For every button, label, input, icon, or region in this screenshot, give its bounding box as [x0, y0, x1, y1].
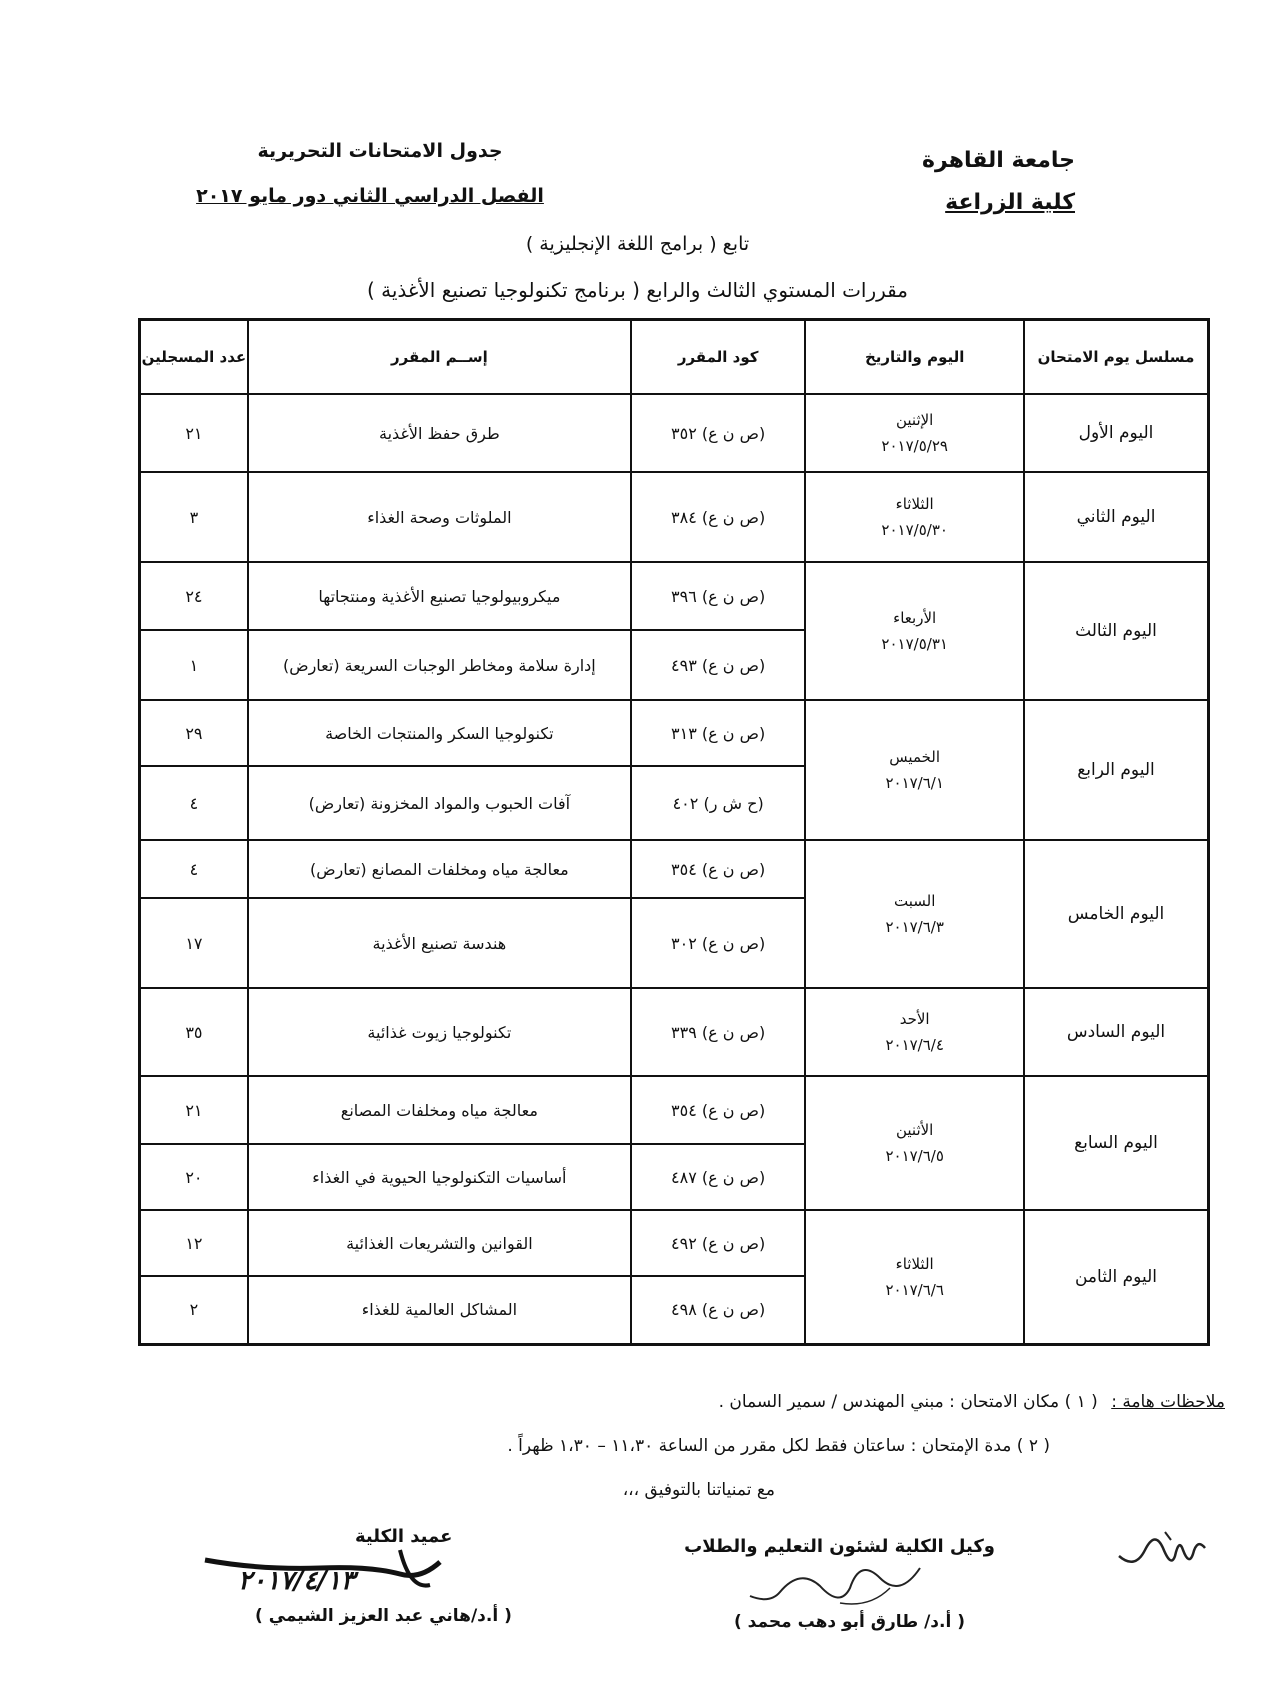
day-date	[805, 1210, 1024, 1344]
course-name: معالجة مياه ومخلفات المصانع	[248, 1076, 631, 1144]
vice-dean-signature-icon	[740, 1548, 940, 1618]
date: ٢٠١٧/٥/٣١	[881, 635, 948, 653]
weekday: السبت	[893, 892, 936, 910]
dean-handwritten-date: ٢٠١٧/٤/١٣	[238, 1566, 355, 1596]
date: ٢٠١٧/٦/٥	[885, 1147, 944, 1165]
registered-count: ٢١	[140, 1076, 248, 1144]
table-row	[140, 840, 1209, 898]
weekday: الثلاثاء	[895, 1254, 934, 1273]
vice-dean-title: وكيل الكلية لشئون التعليم والطلاب	[684, 1536, 995, 1557]
course-code: (ص ن ع) ٣٥٤	[631, 840, 805, 898]
registered-count: ١٧	[140, 898, 248, 988]
notes-label: ملاحظات هامة :	[1111, 1392, 1225, 1412]
day-date	[805, 562, 1024, 700]
registered-count: ١	[140, 630, 248, 700]
dean-signature-icon	[200, 1540, 450, 1600]
course-name: إدارة سلامة ومخاطر الوجبات السريعة (تعارض)	[248, 630, 631, 700]
day-date	[805, 988, 1024, 1076]
day-date	[805, 840, 1024, 988]
course-code: (ص ن ع) ٣٥٢	[631, 394, 805, 472]
course-name: تكنولوجيا السكر والمنتجات الخاصة	[248, 700, 631, 766]
col-header-course-code: كود المقرر	[631, 320, 805, 395]
day-serial: اليوم الخامس	[1024, 840, 1209, 988]
dean-name: ( أ.د/هاني عبد العزيز الشيمي )	[255, 1606, 512, 1626]
weekday: الأربعاء	[893, 609, 937, 627]
vice-dean-name: ( أ.د/ طارق أبو دهب محمد )	[733, 1612, 965, 1632]
col-header-day-date: اليوم والتاريخ	[805, 320, 1024, 395]
exam-schedule-table	[138, 318, 1210, 1346]
table-header-row	[140, 320, 1209, 395]
registered-count: ٤	[140, 840, 248, 898]
registered-count: ١٢	[140, 1210, 248, 1276]
course-name: القوانين والتشريعات الغذائية	[248, 1210, 631, 1276]
registered-count: ٢	[140, 1276, 248, 1344]
weekday: الإثنين	[895, 411, 934, 429]
course-name: طرق حفظ الأغذية	[248, 394, 631, 472]
schedule-title: جدول الامتحانات التحريرية	[257, 140, 503, 162]
date: ٢٠١٧/٦/٦	[885, 1280, 944, 1299]
date: ٢٠١٧/٥/٣٠	[881, 521, 948, 539]
course-code: (ص ن ع) ٣٩٦	[631, 562, 805, 630]
day-serial: اليوم السادس	[1024, 988, 1209, 1076]
table-row	[140, 394, 1209, 472]
faculty-name: كلية الزراعة	[945, 190, 1075, 215]
day-serial: اليوم الثاني	[1024, 472, 1209, 562]
course-code: (ص ن ع) ٤٨٧	[631, 1144, 805, 1210]
semester-label: الفصل الدراسي الثاني دور مايو ٢٠١٧	[196, 185, 544, 207]
registered-count: ٣٥	[140, 988, 248, 1076]
course-code: (ص ن ع) ٣١٣	[631, 700, 805, 766]
initials-signature-icon	[1105, 1520, 1215, 1580]
registered-count: ٢١	[140, 394, 248, 472]
course-code: (ص ن ع) ٣٥٤	[631, 1076, 805, 1144]
weekday: الأحد	[899, 1010, 930, 1028]
course-code: (ص ن ع) ٣٨٤	[631, 472, 805, 562]
registered-count: ٣	[140, 472, 248, 562]
day-date	[805, 700, 1024, 840]
table-row	[140, 988, 1209, 1076]
course-name: الملوثات وصحة الغذاء	[248, 472, 631, 562]
registered-count: ٤	[140, 766, 248, 840]
table-row	[140, 1076, 1209, 1144]
date: ٢٠١٧/٦/٣	[885, 918, 944, 936]
table-row	[140, 1210, 1209, 1276]
table-row	[140, 562, 1209, 630]
registered-count: ٢٤	[140, 562, 248, 630]
weekday: الثلاثاء	[895, 495, 934, 513]
course-name: معالجة مياه ومخلفات المصانع (تعارض)	[248, 840, 631, 898]
course-code: (ص ن ع) ٣٣٩	[631, 988, 805, 1076]
course-code: (ص ن ع) ٤٩٢	[631, 1210, 805, 1276]
weekday: الأثنين	[895, 1121, 934, 1139]
col-header-course-name: إســم المقرر	[248, 320, 631, 395]
course-code: (ص ن ع) ٣٠٢	[631, 898, 805, 988]
course-name: تكنولوجيا زيوت غذائية	[248, 988, 631, 1076]
day-date	[805, 472, 1024, 562]
date: ٢٠١٧/٦/١	[885, 774, 944, 792]
course-name: ميكروبيولوجيا تصنيع الأغذية ومنتجاتها	[248, 562, 631, 630]
course-name: المشاكل العالمية للغذاء	[248, 1276, 631, 1344]
weekday: الخميس	[889, 748, 941, 766]
date: ٢٠١٧/٦/٤	[885, 1036, 944, 1054]
notes-block	[45, 1392, 1225, 1412]
note-duration: ( ٢ ) مدة الإمتحان : ساعتان فقط لكل مقرر من الساعة ١١،٣٠ – ١،٣٠ ظهراً .	[507, 1436, 1050, 1456]
program-note: تابع ( برامج اللغة الإنجليزية )	[525, 233, 750, 255]
day-date	[805, 394, 1024, 472]
dean-title: عميد الكلية	[355, 1526, 453, 1547]
day-serial: اليوم الثالث	[1024, 562, 1209, 700]
day-serial: اليوم الرابع	[1024, 700, 1209, 840]
col-header-registered: عدد المسجلين	[140, 320, 248, 395]
course-name: آفات الحبوب والمواد المخزونة (تعارض)	[248, 766, 631, 840]
table-row	[140, 472, 1209, 562]
course-code: (ص ن ع) ٤٩٨	[631, 1276, 805, 1344]
university-name: جامعة القاهرة	[922, 148, 1075, 173]
course-name: هندسة تصنيع الأغذية	[248, 898, 631, 988]
date: ٢٠١٧/٥/٢٩	[881, 437, 948, 455]
level-note: مقررات المستوي الثالث والرابع ( برنامج تكنولوجيا تصنيع الأغذية )	[366, 278, 909, 302]
day-date	[805, 1076, 1024, 1210]
registered-count: ٢٠	[140, 1144, 248, 1210]
table-row	[140, 700, 1209, 766]
closing-note: مع تمنياتنا بالتوفيق ،،،	[622, 1480, 775, 1500]
registered-count: ٢٩	[140, 700, 248, 766]
col-header-day-serial: مسلسل يوم الامتحان	[1024, 320, 1209, 395]
day-serial: اليوم السابع	[1024, 1076, 1209, 1210]
note-location: ( ١ ) مكان الامتحان : مبني المهندس / سمير السمان .	[718, 1392, 1098, 1412]
day-serial: اليوم الأول	[1024, 394, 1209, 472]
course-code: (ص ن ع) ٤٩٣	[631, 630, 805, 700]
day-serial: اليوم الثامن	[1024, 1210, 1209, 1344]
course-name: أساسيات التكنولوجيا الحيوية في الغذاء	[248, 1144, 631, 1210]
course-code: (ح ش ر) ٤٠٢	[631, 766, 805, 840]
